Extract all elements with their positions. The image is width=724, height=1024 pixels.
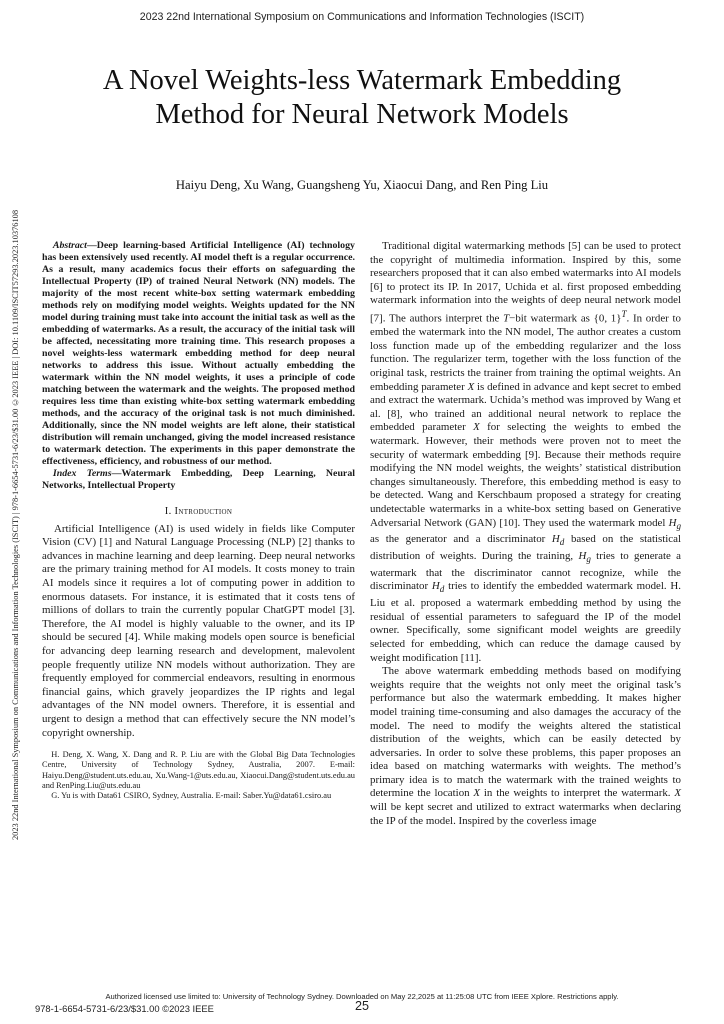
math-symbol-t: T [503, 312, 510, 325]
abstract-text: —Deep learning-based Artificial Intelligence (AI) technology has been extensively used recently. AI model theft is a regular occurrence. As a result, many academics focus their efforts on safeguarding the Intellectual Property (IP) of trained Neural Network (NN) models. The majority of the most recent white-box setting watermark embedding methods rely on modifying model weights. Weights updated for the NN model during training must take into account the initial task as well as the embedding of watermarks. As a result, the accuracy of the initial task will be affected, necessitating more training time. This research proposes a novel weights-less watermark embedding method for deep neural networks to address this issue. Without actually embedding the watermark within the NN model weights, it uses a principle of code matching between the watermark and the weights. The proposed method requires less time than existing white-box setting watermark embedding methods, and the accuracy of the original task is not much diminished. Additionally, since the NN model weights are left alone, their statistical distribution will remain unchanged, giving the model increased resistance to watermark detection. The experiments in this paper demonstrate the effectiveness, efficiency, and robustness of our method. [42, 240, 355, 467]
math-symbol-x: X [467, 380, 475, 393]
text-run: tries to generate a watermark that the discriminator cannot recognize, while the discriminator [370, 550, 682, 593]
page-number: 25 [355, 999, 370, 1013]
index-terms-lead: Index Terms [52, 468, 112, 479]
math-superscript-t: T [621, 308, 627, 319]
text-run: The above watermark embedding methods based on modifying weights require that the weights not only meet the original task’s performance but also the watermark embedding. It makes higher model training time-consuming and also damages the accuracy of the model. The need to modify the weights altered the statistical distribution of the weights, which can be easily detected by adversaries. In order to solve these problems, this paper proposes an idea based on matching watermarks with weights. The method’s primary idea is to match the watermark with the trained weights to determine the location [370, 665, 681, 800]
math-subscript-d: d [559, 537, 565, 548]
math-symbol-x: X [473, 787, 481, 800]
math-symbol-x: X [674, 787, 681, 800]
left-column [42, 240, 355, 801]
text-run: for selecting the weights to embed the watermark. However, their methods were proven not to meet the security of watermark embedding [9]. Because their methods require modifying the NN model weights, the weights’ statistical distribution changes simultaneously. Therefore, this embedding method is easy to be detected. Wang and Kerschbaum proposed a strategy for creating undetectable watermarks in a white-box setting based on Generative Adversarial Network (GAN) [10]. They used the watermark model [370, 421, 681, 529]
math-subscript-d: d [439, 584, 445, 595]
footnote-affiliation-csiro: G. Yu is with Data61 CSIRO, Sydney, Australia. E-mail: Saber.Yu@data61.csiro.au [51, 790, 332, 800]
motivation-paragraph [370, 665, 681, 828]
paper-title: A Novel Weights-less Watermark Embedding Method for Neural Network Models [102, 65, 622, 130]
copyright-identifier: 978-1-6654-5731-6/23/$31.00 ©2023 IEEE [35, 1003, 214, 1014]
license-notice: Authorized licensed use limited to: University of Technology Sydney. Downloaded on May 22,2025 at 11:25:08 UTC from IEEE Xplore. Restrictions apply. [105, 992, 619, 1001]
abstract-lead: Abstract [52, 240, 87, 251]
conference-header: 2023 22nd International Symposium on Communications and Information Technologies (ISCIT) [139, 11, 585, 23]
footnotes [42, 750, 355, 801]
footnote-affiliation-uts: H. Deng, X. Wang, X. Dang and R. P. Liu are with the Global Big Data Technologies Centre, University of Technology Sydney, Australia, 2007. E-mail: Haiyu.Deng@student.uts.edu.au, Xu.Wang-1@uts.edu.au, Xiaocui.Dang@student.uts.edu.au and RenPing.Liu@uts.edu.au [42, 750, 355, 790]
text-run: will be kept secret and utilized to extract watermarks when declaring the IP of the model. Inspired by the coverless image [370, 801, 681, 827]
text-run: Traditional digital watermarking methods [5] can be used to protect the copyright of multimedia information. Inspired by this, some researchers proposed that it can also embed watermarks into AI models [6] to protect its IP. In 2017, Uchida et al. first proposed embedding watermark information into the weights of deep neural network model [7]. The authors interpret the [370, 240, 681, 325]
text-run: in the weights to interpret the watermark. [480, 787, 675, 800]
intro-paragraph: Artificial Intelligence (AI) is used widely in fields like Computer Vision (CV) [1] and Natural Language Processing (NLP) [2] thanks to advances in machine learning and deep learning. Deep neural networks are the primary training method for AI models. It costs money to train AI models since it requires a lot of computing power in addition to enormous datasets. For instance, it is estimated that it costs tens of millions of dollars to train the currently popular ChatGPT model [3]. Therefore, the AI model is highly valuable to the owner, and its IP should be secured [4]. While making models open source is beneficial for advancing deep learning research and development, malevolent people frequently utilize NN models without authorization. They are frequently employed for commercial endeavors, resulting in enormous financial gains, which gravely jeopardizes the IP rights and legal advantages of the NN model owners. Therefore, it is essential and urgent to design a method that can effectively secure the NN model’s copyright ownership. [42, 522, 355, 739]
math-symbol-h: H [668, 516, 677, 529]
abstract [42, 240, 355, 468]
text-run: based on the statistical distribution of weights. During the training, [370, 533, 681, 563]
text-run: tries to identify the embedded watermark model. H. Liu et al. proposed a watermark embedding method by using the residual of essential parameters to safeguard the IP of the model owner. Specifically, some significant model weights are greedily selected for embedding, which can reduce the damage caused by weight modification [11]. [370, 580, 682, 664]
math-symbol-h: H [551, 533, 560, 546]
text-run: . In order to embed the watermark into the NN model, The author creates a custom loss function made up of the embedding regularizer and the loss function. The regularizer term, together with the loss function of the original task, restricts the trainer from training the optimal weights. An embedding parameter [370, 312, 681, 393]
text-run: −bit watermark as {0, 1} [509, 312, 622, 325]
index-terms [42, 468, 355, 492]
math-subscript-g: g [586, 554, 591, 565]
right-column [370, 240, 681, 828]
math-symbol-h: H [578, 550, 587, 563]
math-symbol-x: X [473, 421, 480, 434]
text-run: is defined in advance and kept secret to embed and extract the watermark. Uchida’s method was improved by Wang et al. [8], who trained an additional neural network to replace the embedded parameter [370, 380, 681, 434]
math-subscript-g: g [676, 520, 681, 531]
math-symbol-h: H [431, 580, 440, 593]
text-run: as the generator and a discriminator [370, 533, 552, 546]
index-terms-text: —Watermark Embedding, Deep Learning, Neural Networks, Intellectual Property [42, 468, 356, 491]
related-work-paragraph [370, 240, 681, 665]
author-list: Haiyu Deng, Xu Wang, Guangsheng Yu, Xiaocui Dang, and Ren Ping Liu [175, 178, 549, 192]
side-metadata-note: 2023 22nd International Symposium on Communications and Information Technologies (ISCIT) | 978-1-6654-5731-6/23/$31.00 ©2023 IEEE | DOI: 10.1109/ISCIT57293.2023.10376108 [11, 209, 20, 840]
section-heading-introduction: I. Introduction [164, 506, 233, 517]
